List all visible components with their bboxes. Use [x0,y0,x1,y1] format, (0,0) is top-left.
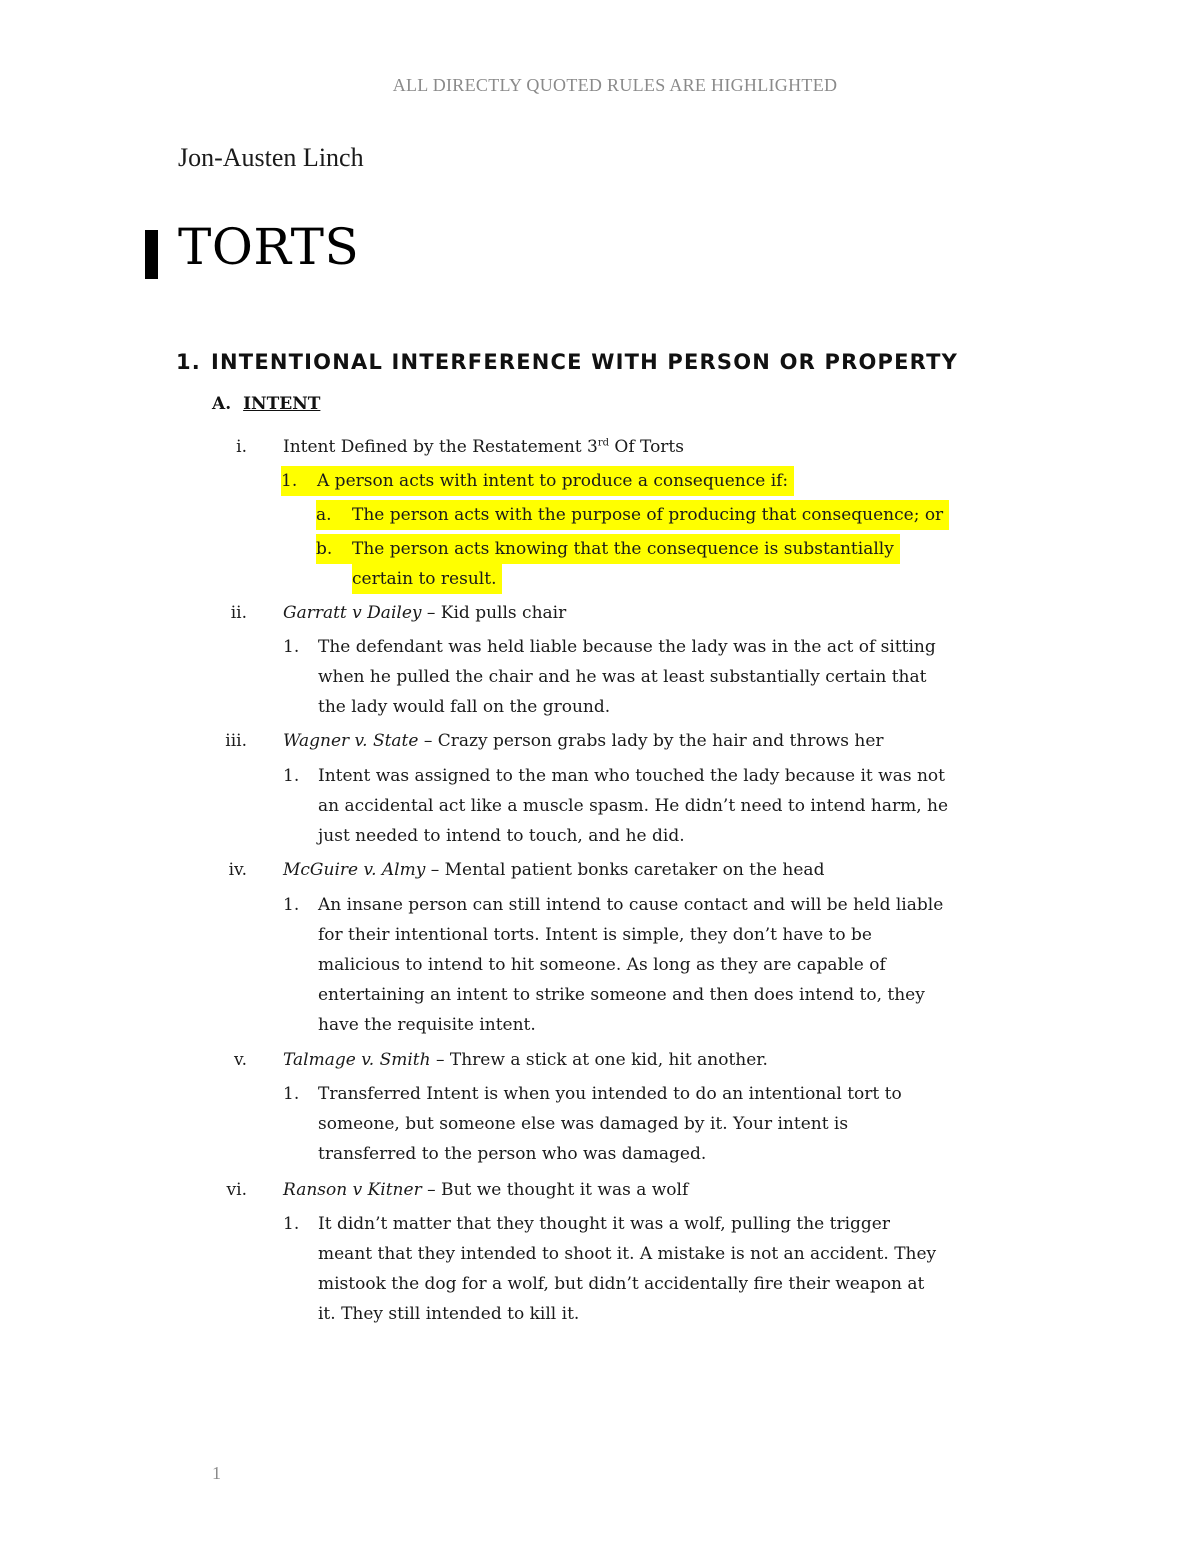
body-line: an accidental act like a muscle spasm. He didn’t need to intend harm, he [318,796,949,816]
case-name: Garratt v Dailey [283,603,422,623]
page-number: 1 [212,1463,221,1483]
case-name: Wagner v. State [283,731,419,751]
case-heading [283,1045,768,1075]
body-line: mistook the dog for a wolf, but didn’t accidentally fire their weapon at [318,1274,925,1294]
list-marker: 1. [283,766,300,786]
item-heading-text: Intent Defined by the Restatement 3 [283,437,598,457]
list-marker: a. [316,505,332,525]
case-name: Talmage v. Smith [283,1050,431,1070]
body-line: the lady would fall on the ground. [318,697,611,717]
body-line: An insane person can still intend to cause contact and will be held liable [318,895,944,915]
body-line: transferred to the person who was damaged. [318,1144,707,1164]
list-marker: 1. [283,895,300,915]
body-line: meant that they intended to shoot it. A mistake is not an accident. They [318,1244,937,1264]
body-line: just needed to intend to touch, and he did. [318,826,685,846]
list-marker: 1. [281,471,298,491]
body-line: The defendant was held liable because the lady was in the act of sitting [318,637,936,657]
item-numeral: iv. [228,860,247,880]
body-line: Transferred Intent is when you intended to do an intentional tort to [318,1084,902,1104]
case-heading [283,1175,688,1205]
page-header-note: ALL DIRECTLY QUOTED RULES ARE HIGHLIGHTED [392,75,838,95]
case-summary: – But we thought it was a wolf [421,1180,689,1200]
body-line: Intent was assigned to the man who touched the lady because it was not [318,766,945,786]
section-heading [176,350,958,374]
case-summary: – Kid pulls chair [421,603,567,623]
case-heading [283,726,884,756]
item-heading-text: Of Torts [609,437,684,457]
body-line: entertaining an intent to strike someone and then does intend to, they [318,985,925,1005]
subsection-title: INTENT [243,394,321,414]
case-heading [283,855,824,885]
case-heading [283,598,566,628]
body-line: malicious to intend to hit someone. As long as they are capable of [318,955,886,975]
item-numeral: ii. [230,603,247,623]
case-summary: – Mental patient bonks caretaker on the head [425,860,825,880]
case-name: McGuire v. Almy [283,860,426,880]
case-summary: – Threw a stick at one kid, hit another. [430,1050,768,1070]
list-marker: 1. [283,1084,300,1104]
case-summary: – Crazy person grabs lady by the hair and throws her [418,731,884,751]
highlighted-rule: certain to result. [352,564,502,594]
subsection-heading [212,394,320,414]
item-numeral: i. [236,437,247,457]
list-marker: 1. [283,1214,300,1234]
section-title: INTENTIONAL INTERFERENCE WITH PERSON OR PROPERTY [211,350,959,374]
body-line: for their intentional torts. Intent is simple, they don’t have to be [318,925,872,945]
body-line: when he pulled the chair and he was at least substantially certain that [318,667,927,687]
highlighted-rule [316,534,900,564]
list-marker: 1. [283,637,300,657]
subsection-letter: A. [212,394,232,414]
item-heading [283,432,684,462]
rule-text: A person acts with intent to produce a consequence if: [317,471,789,491]
body-line: have the requisite intent. [318,1015,536,1035]
body-line: someone, but someone else was damaged by it. Your intent is [318,1114,849,1134]
section-number: 1. [176,350,201,374]
item-numeral: iii. [225,731,247,751]
highlighted-rule [281,466,794,496]
case-name: Ranson v Kitner [283,1180,422,1200]
author-name: Jon-Austen Linch [178,143,364,172]
body-line: it. They still intended to kill it. [318,1304,580,1324]
title-accent-bar [145,230,158,279]
body-line: It didn’t matter that they thought it was a wolf, pulling the trigger [318,1214,890,1234]
highlighted-rule [316,500,949,530]
item-numeral: vi. [226,1180,247,1200]
item-numeral: v. [234,1050,247,1070]
list-marker: b. [316,539,333,559]
rule-text: The person acts with the purpose of producing that consequence; or [352,505,944,525]
rule-text: The person acts knowing that the consequence is substantially [352,539,894,559]
superscript: rd [597,437,610,449]
document-title: TORTS [178,218,360,276]
